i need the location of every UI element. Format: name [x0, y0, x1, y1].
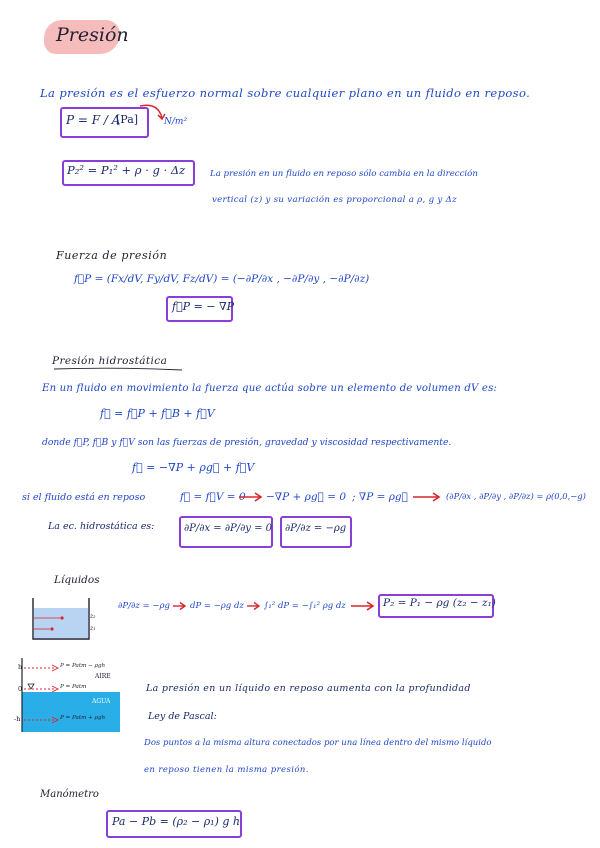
fig-zero: 0: [18, 685, 23, 693]
heading-hydrostatic: Presión hidrostática: [52, 355, 168, 367]
heading-pressure-force: Fuerza de presión: [56, 249, 168, 262]
pascal-line-1: La presión en un líquido en reposo aumenta con la profundidad: [146, 683, 471, 694]
fig-p-mid: P = Patm: [60, 684, 87, 690]
pressure-difference-formula: P₂² = P₁² + ρ · g · Δz: [67, 163, 186, 177]
heading-underline: [52, 366, 184, 372]
liquid-eq-c: ∫₁² dP = −∫₁² ρg dz: [264, 601, 346, 611]
tank-z1: z₁: [90, 625, 96, 632]
hydrostatic-eq-label: La ec. hidrostática es:: [48, 521, 155, 532]
arrow-right-icon: [238, 492, 264, 502]
fig-p-top: P = Patm − ρgh: [60, 663, 106, 669]
manometer-formula: Pa − Pb = (ρ₂ − ρ₁) g h: [112, 815, 240, 828]
force-sum-equation: f⃗ = f⃗P + f⃗B + f⃗V: [100, 407, 215, 420]
liquid-eq-b: dP = −ρg dz: [190, 601, 244, 611]
pressure-unit: [Pa]: [116, 113, 139, 126]
heading-liquids: Líquidos: [54, 574, 100, 586]
fig-water-label: AGUA: [92, 698, 111, 705]
pressure-force-formula: f⃗P = (Fx/dV, Fy/dV, Fz/dV) = (−∂P/∂x , −∂P/∂y , −∂P/∂z): [74, 273, 370, 285]
pressure-force-gradient: f⃗P = − ∇P: [172, 300, 235, 313]
liquid-eq-a: ∂P/∂z = −ρg: [118, 601, 170, 611]
liquid-tank-figure: [30, 596, 100, 644]
rest-balance-eq: −∇P + ρg⃗ = 0: [266, 491, 347, 503]
pressure-note-line-2: vertical (z) y su variación es proporcional a ρ, g y Δz: [212, 195, 457, 205]
heading-manometer: Manómetro: [40, 789, 99, 800]
pressure-note-line-1: La presión en un fluido en reposo sólo cambia en la dirección: [210, 169, 478, 179]
fig-p-bot: P = Patm + ρgh: [60, 715, 106, 721]
fig-air-label: AIRE: [95, 673, 111, 680]
arrow-right-icon-2: [412, 492, 442, 502]
liquid-result-formula: P₂ = P₁ − ρg (z₂ − z₁): [383, 597, 496, 609]
pressure-formula: P = F / A: [66, 113, 121, 127]
gradient-equals-rho-g: ; ∇P = ρg⃗: [352, 491, 408, 503]
liquid-arrow-2: [246, 601, 262, 611]
force-gradient-equation: f⃗ = −∇P + ρg⃗ + f⃗V: [132, 461, 255, 474]
vertical-gradient: ∂P/∂z = −ρg: [285, 523, 347, 534]
pascal-law-label: Ley de Pascal:: [148, 711, 217, 722]
fig-h-top: h: [18, 663, 23, 671]
intro-text: La presión es el esfuerzo normal sobre cualquier plano en un fluido en reposo.: [40, 86, 531, 100]
liquid-arrow-3: [350, 601, 376, 611]
unit-note: N/m²: [164, 117, 188, 127]
page-title: Presión: [56, 24, 129, 46]
gradient-components-eq: (∂P/∂x , ∂P/∂y , ∂P/∂z) = ρ(0,0,−g): [446, 491, 586, 501]
rest-condition-text: si el fluido está en reposo: [22, 492, 146, 503]
fig-h-bottom: -h: [14, 715, 21, 723]
rest-condition-eq: f⃗ = f⃗V = 0: [180, 491, 246, 503]
horizontal-gradient-zero: ∂P/∂x = ∂P/∂y = 0: [184, 523, 273, 534]
tank-z2: z₂: [90, 613, 96, 620]
pascal-line-2: Dos puntos a la misma altura conectados por una línea dentro del mismo líquido: [144, 738, 492, 748]
hydrostatic-line-1: En un fluido en movimiento la fuerza que actúa sobre un elemento de volumen dV es:: [42, 383, 498, 394]
hydrostatic-line-2: donde f⃗P, f⃗B y f⃗V son las fuerzas de presión, gravedad y viscosidad respectivamente.: [42, 437, 452, 448]
pascal-line-3: en reposo tienen la misma presión.: [144, 765, 309, 775]
liquid-arrow-1: [172, 601, 188, 611]
